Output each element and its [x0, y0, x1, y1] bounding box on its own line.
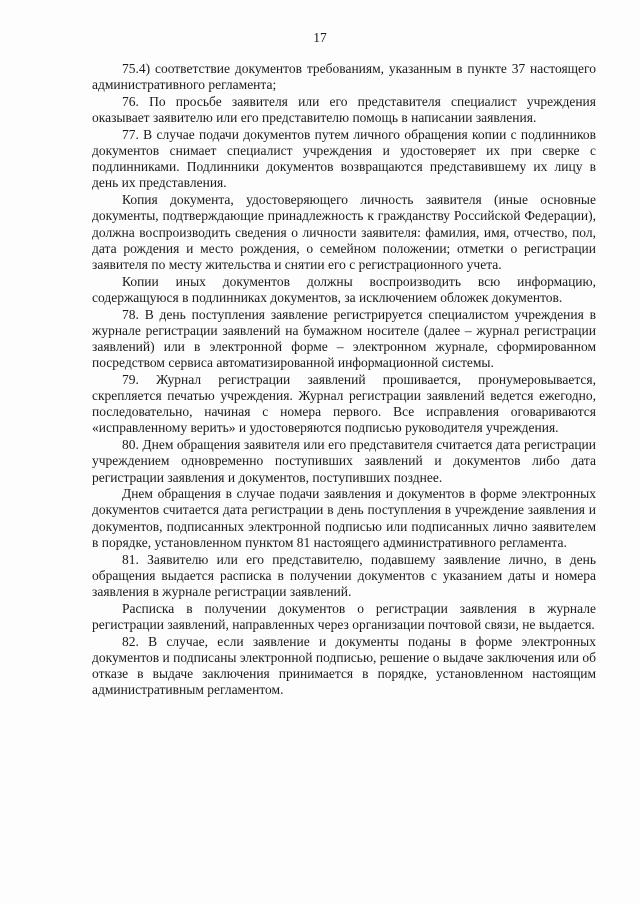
paragraph-79: 79. Журнал регистрации заявлений прошивается, пронумеровывается, скрепляется печатью учреждения. Журнал регистрации заявлений ведется ежегодно, последовательно, начиная с номера первого. Все исправления оговариваются «исправленному верить» и удостоверяются подписью руководителя учреждения.	[92, 371, 596, 436]
paragraph-75-4: 75.4) соответствие документов требованиям, указанным в пункте 37 настоящего административного регламента;	[92, 61, 596, 93]
paragraph-80: 80. Днем обращения заявителя или его представителя считается дата регистрации учреждением одновременно поступивших заявлений и документов либо дата регистрации заявления и документов, поступивших позднее.	[92, 437, 596, 485]
paragraph-76: 76. По просьбе заявителя или его представителя специалист учреждения оказывает заявителю или его представителю помощь в написании заявления.	[92, 93, 596, 126]
page-number: 17	[313, 30, 327, 45]
paragraph-77-identity-copy: Копия документа, удостоверяющего личность заявителя (иные основные документы, подтверждающие принадлежность к гражданству Российской Федерации), должна воспроизводить сведения о личности заявителя: фамилия, имя, отчество, пол, дата рождения и место рождения, о семейном положении; отметки о регистрации заявителя по месту жительства и снятии его с регистрационного учета.	[92, 192, 596, 272]
paragraph-77-other-copies: Копии иных документов должны воспроизводить всю информацию, содержащуюся в подлинниках документов, за исключением обложек документов.	[92, 273, 596, 305]
paragraph-80-electronic: Днем обращения в случае подачи заявления и документов в форме электронных документов считается дата регистрации в день поступления в учреждение заявления и документов, подписанных электронной подписью или подписанных лично заявителем в порядке, установленном пунктом 81 настоящего административного регламента.	[92, 486, 596, 550]
paragraph-81-receipt: Расписка в получении документов о регистрации заявления в журнале регистрации заявлений, направленных через организации почтовой связи, не выдается.	[92, 600, 596, 632]
document-body	[92, 61, 596, 698]
paragraph-81: 81. Заявителю или его представителю, подавшему заявление лично, в день обращения выдается расписка в получении документов с указанием даты и номера заявления в журнале регистрации заявлений.	[92, 551, 596, 599]
paragraph-82: 82. В случае, если заявление и документы поданы в форме электронных документов и подписаны электронной подписью, решение о выдаче заключения или об отказе в выдаче заключения принимается в порядке, установленном настоящим административным регламентом.	[92, 633, 596, 698]
paragraph-78: 78. В день поступления заявление регистрируется специалистом учреждения в журнале регистрации заявлений на бумажном носителе (далее – журнал регистрации заявлений) или в электронной форме – электронном журнале, сформированном посредством сервиса автоматизированной информационной системы.	[92, 306, 596, 371]
paragraph-77: 77. В случае подачи документов путем личного обращения копии с подлинников документов снимает специалист учреждения и удостоверяет их при сверке с подлинниками. Подлинники документов возвращаются представившему их лицу в день их представления.	[92, 126, 596, 191]
